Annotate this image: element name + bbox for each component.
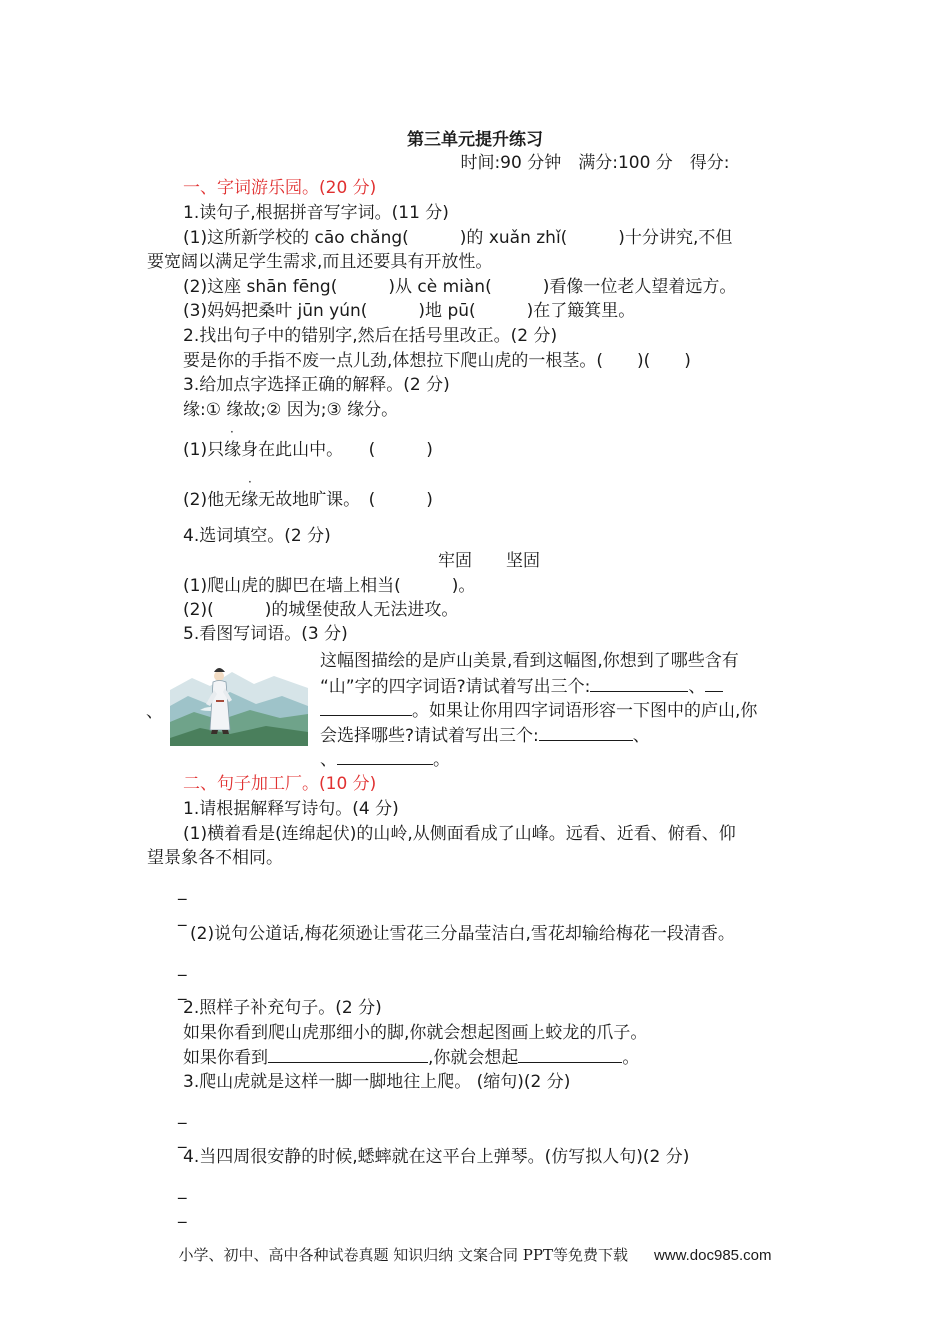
q3-options: 缘:① 缘故;② 因为;③ 缘分。 [183,400,399,420]
s2-q4-stem: 4.当四周很安静的时候,蟋蟀就在这平台上弹琴。(仿写拟人句)(2 分) [183,1147,690,1167]
answer-line[interactable]: _ [178,907,187,927]
q5-text-2b: 、 [688,677,706,697]
q5-text-2a: “山”字的四字词语?请试着写出三个: [320,677,591,697]
s2-q2-line-2b: ,你就会想起 [428,1048,519,1068]
answer-line[interactable]: _ [178,1129,187,1149]
answer-line[interactable]: _ [178,881,187,901]
page-footer [0,1245,950,1266]
s2-q2-line-2a: 如果你看到 [183,1048,268,1068]
answer-blank[interactable] [337,748,433,765]
q5-text-5b: 。 [433,750,450,770]
s2-q1-line-1b: 望景象各不相同。 [147,848,283,868]
s2-q2-line-2c: 。 [622,1048,640,1068]
answer-line[interactable]: _ [178,1180,187,1200]
q5-text-3a: 。如果让你用四字词语形容一下图中的庐山,你 [412,701,758,721]
q5-text-4b: 、 [632,726,650,746]
q5-text-4a: 会选择哪些?请试着写出三个: [320,726,539,746]
q5-text-4 [320,724,650,747]
section-1-heading: 一、字词游乐园。(20 分) [183,178,377,198]
q1-line-1b: 要宽阔以满足学生需求,而且还要具有开放性。 [147,252,493,272]
q5-left-mark: 、 [146,702,163,722]
q1-line-1: (1)这所新学校的 cāo chǎng( )的 xuǎn zhǐ( )十分讲究,不但 [183,228,733,248]
answer-blank[interactable] [268,1046,428,1063]
s2-q2-line-2 [183,1046,639,1069]
s2-q1-stem: 1.请根据解释写诗句。(4 分) [183,799,399,819]
lushan-scholar-illustration [170,660,308,746]
answer-blank[interactable] [320,699,412,716]
answer-blank[interactable] [518,1046,622,1063]
q4-line-2: (2)( )的城堡使敌人无法进攻。 [183,600,459,620]
q5-text-5 [320,748,450,771]
answer-blank[interactable] [539,724,633,741]
answer-line[interactable]: _ [178,981,187,1001]
q5-text-5a: 、 [320,750,337,770]
q1-line-2: (2)这座 shān fēng( )从 cè miàn( )看像一位老人望着远方。 [183,277,737,297]
q5-text-3 [320,699,757,722]
s2-q3-stem: 3.爬山虎就是这样一脚一脚地往上爬。 (缩句)(2 分) [183,1072,571,1092]
q4-line-1: (1)爬山虎的脚巴在墙上相当( )。 [183,576,476,596]
s2-q2-line-1: 如果你看到爬山虎那细小的脚,你就会想起图画上蛟龙的爪子。 [183,1023,648,1043]
q2-line-1: 要是你的手指不废一点儿劲,体想拉下爬山虎的一根茎。( )( ) [183,351,691,371]
emphasis-dot: · [248,475,252,489]
answer-line[interactable]: _ [178,957,187,977]
answer-line[interactable]: _ [178,1204,187,1224]
q4-word-choices: 牢固 坚固 [438,551,540,571]
footer-url[interactable]: www.doc985.com [653,1247,772,1264]
q3-line-2: (2)他无缘无故地旷课。 ( ) [183,490,433,510]
q1-stem: 1.读句子,根据拼音写字词。(11 分) [183,203,449,223]
answer-blank[interactable] [705,675,723,692]
q2-stem: 2.找出句子中的错别字,然后在括号里改正。(2 分) [183,326,558,346]
emphasis-dot: · [230,425,234,439]
q3-line-1: (1)只缘身在此山中。 ( ) [183,440,433,460]
answer-blank[interactable] [590,675,688,692]
answer-line[interactable]: _ [178,1105,187,1125]
exam-meta: 时间:90 分钟 满分:100 分 得分: [460,153,730,173]
q5-text-2 [320,675,723,698]
footer-text: 小学、初中、高中各种试卷真题 知识归纳 文案合同 PPT等免费下载 [178,1246,628,1264]
s2-q1-line-1: (1)横着看是(连绵起伏)的山岭,从侧面看成了山峰。远看、近看、俯看、仰 [183,824,736,844]
q3-stem: 3.给加点字选择正确的解释。(2 分) [183,375,450,395]
q4-stem: 4.选词填空。(2 分) [183,526,331,546]
s2-q2-stem: 2.照样子补充句子。(2 分) [183,998,382,1018]
q1-line-3: (3)妈妈把桑叶 jūn yún( )地 pū( )在了簸箕里。 [183,301,636,321]
s2-q1-line-2: (2)说句公道话,梅花须逊让雪花三分晶莹洁白,雪花却输给梅花一段清香。 [190,924,735,944]
q5-stem: 5.看图写词语。(3 分) [183,624,348,644]
page-title: 第三单元提升练习 [407,130,543,150]
section-2-heading: 二、句子加工厂。(10 分) [183,774,377,794]
q5-text-1: 这幅图描绘的是庐山美景,看到这幅图,你想到了哪些含有 [320,651,739,671]
